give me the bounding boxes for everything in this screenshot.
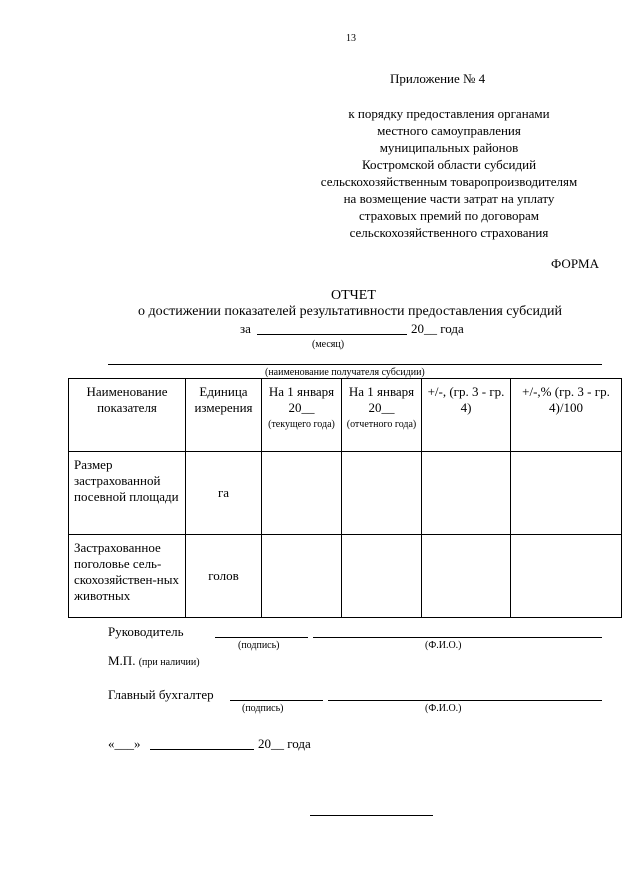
table-header-row	[69, 379, 622, 452]
fio-caption: (Ф.И.О.)	[425, 703, 462, 714]
fio-caption: (Ф.И.О.)	[425, 640, 462, 651]
column-header-label: На 1 января 20__	[268, 384, 335, 415]
table-cell[interactable]	[422, 535, 511, 618]
form-label: ФОРМА	[551, 256, 599, 271]
stamp-label: М.П.	[108, 653, 136, 668]
recipient-field[interactable]	[108, 364, 602, 365]
month-caption: (месяц)	[312, 339, 345, 350]
header-line: сельскохозяйственного страхования	[349, 225, 549, 240]
period-prefix: за	[240, 321, 251, 336]
accountant-signature-field[interactable]	[230, 700, 323, 701]
table-cell[interactable]	[262, 452, 342, 535]
column-header	[342, 379, 422, 452]
date-day: «___»	[108, 736, 141, 751]
column-header-label: На 1 января 20__	[348, 384, 415, 415]
head-signature-field[interactable]	[215, 637, 308, 638]
header-line: страховых премий по договорам	[358, 208, 539, 223]
column-header-label: Наименование показателя	[86, 384, 168, 415]
column-header-label: +/-,% (гр. 3 - гр. 4)/100	[522, 384, 610, 415]
header-line: муниципальных районов	[379, 140, 519, 155]
table-row	[69, 452, 622, 535]
date-month-field[interactable]	[150, 749, 254, 750]
header-line: местного самоуправления	[377, 123, 521, 138]
recipient-caption: (наименование получателя субсидии)	[265, 367, 425, 378]
column-header	[422, 379, 511, 452]
header-line: сельскохозяйственным товаропроизводителям	[320, 174, 578, 189]
indicator-name: Размер застрахованной посевной площади	[69, 452, 186, 535]
signature-caption: (подпись)	[242, 703, 284, 714]
column-header	[186, 379, 262, 452]
indicator-name: Застрахованное поголовье сель-скохозяйствен-ных животных	[69, 535, 186, 618]
report-subtitle: о достижении показателей результативности предоставления субсидий	[137, 304, 563, 319]
column-header	[262, 379, 342, 452]
indicator-unit: голов	[186, 535, 262, 618]
table-cell[interactable]	[262, 535, 342, 618]
month-field[interactable]	[257, 334, 407, 335]
column-header	[69, 379, 186, 452]
header-line: на возмещение части затрат на уплату	[343, 191, 555, 206]
header-line: Костромской области субсидий	[361, 157, 537, 172]
accountant-fio-field[interactable]	[328, 700, 602, 701]
page-number: 13	[346, 33, 356, 44]
column-header-label: Единица измерения	[194, 384, 253, 415]
table-row	[69, 535, 622, 618]
indicators-table	[68, 378, 622, 618]
stamp-note: (при наличии)	[138, 657, 200, 668]
period-year: 20__ года	[411, 321, 464, 336]
table-cell[interactable]	[511, 535, 622, 618]
accountant-label: Главный бухгалтер	[108, 687, 214, 702]
column-header	[511, 379, 622, 452]
table-cell[interactable]	[342, 535, 422, 618]
divider-line	[310, 815, 433, 816]
table-cell[interactable]	[511, 452, 622, 535]
column-header-note: (текущего года)	[268, 419, 335, 430]
report-title: ОТЧЕТ	[331, 288, 376, 303]
column-header-label: +/-, (гр. 3 - гр. 4)	[427, 384, 505, 415]
head-fio-field[interactable]	[313, 637, 602, 638]
head-label: Руководитель	[108, 624, 184, 639]
table-cell[interactable]	[422, 452, 511, 535]
table-cell[interactable]	[342, 452, 422, 535]
header-line: к порядку предоставления органами	[348, 106, 550, 121]
appendix-title: Приложение № 4	[390, 71, 486, 86]
appendix-subtitle	[294, 105, 604, 241]
stamp-block	[108, 652, 200, 669]
signature-caption: (подпись)	[238, 640, 280, 651]
column-header-note: (отчетного года)	[346, 419, 417, 430]
date-year: 20__ года	[258, 736, 311, 751]
indicator-unit: га	[186, 452, 262, 535]
